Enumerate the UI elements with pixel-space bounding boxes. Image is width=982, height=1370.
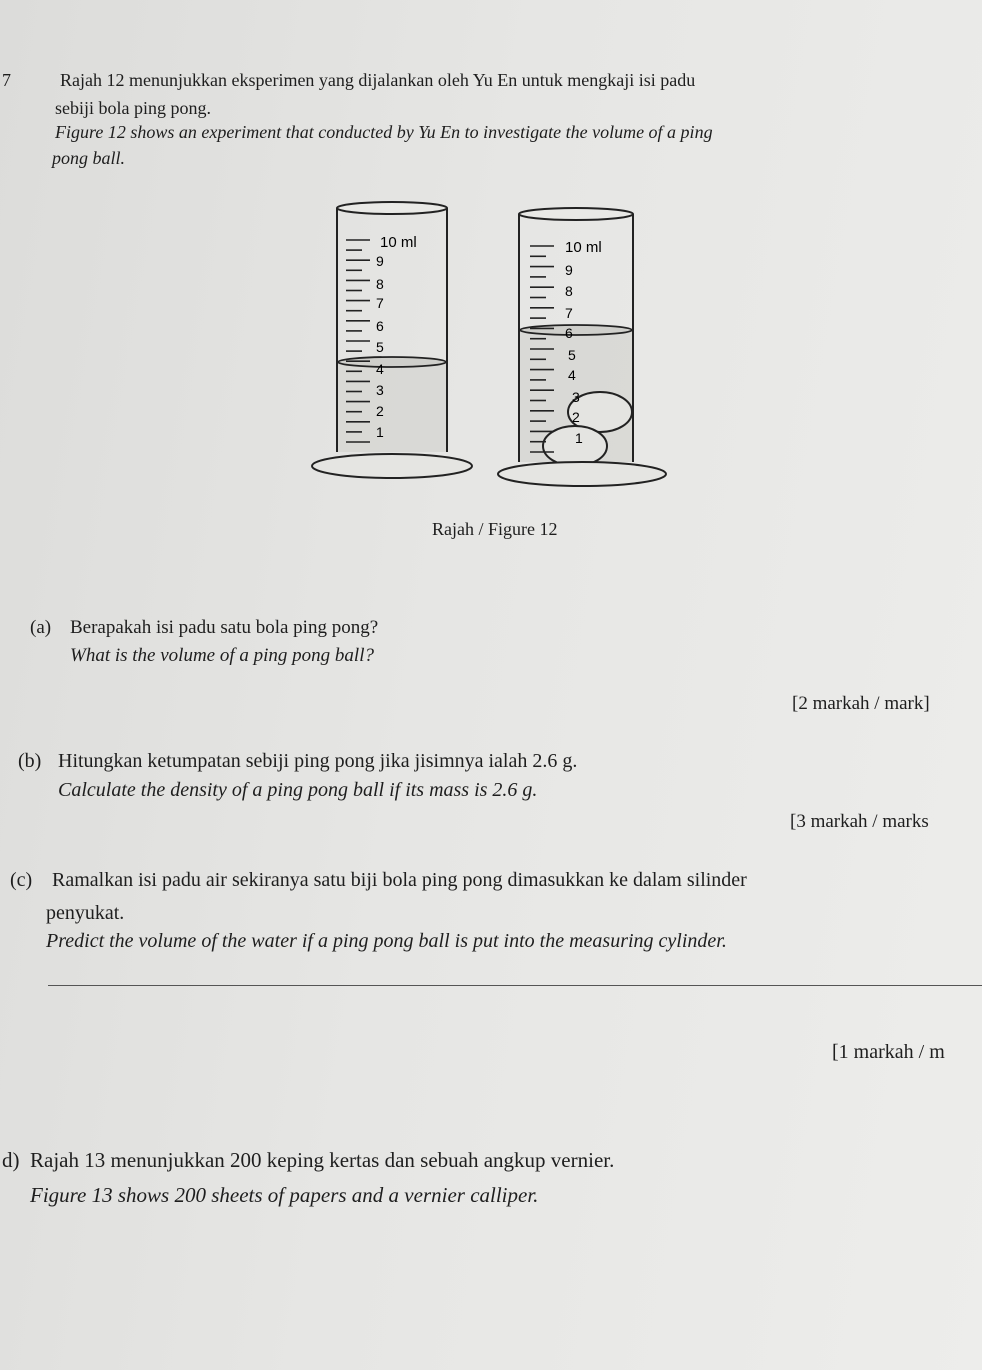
cylinder-left — [312, 202, 472, 478]
part-a-marks: [2 markah / mark] — [792, 693, 930, 714]
intro-malay-line2: sebiji bola ping pong. — [55, 98, 211, 118]
part-a-english: What is the volume of a ping pong ball? — [70, 645, 374, 666]
part-c-malay-line1: Ramalkan isi padu air sekiranya satu biji bola ping pong dimasukkan ke dalam silinder — [52, 869, 747, 891]
left-scale-8: 8 — [376, 276, 384, 292]
left-scale-5: 5 — [376, 339, 384, 355]
intro-english-line1: Figure 12 shows an experiment that conducted by Yu En to investigate the volume of a ping — [55, 122, 713, 142]
intro-english-line2: pong ball. — [52, 148, 126, 168]
right-unit-label: 10 ml — [565, 239, 602, 256]
left-scale-2: 2 — [376, 403, 384, 419]
right-scale-1: 1 — [575, 430, 583, 446]
part-b-marks: [3 markah / marks — [790, 811, 929, 832]
cylinder-right — [498, 208, 666, 486]
right-scale-2: 2 — [572, 409, 580, 425]
part-a-label: (a) — [30, 617, 52, 638]
left-scale-9: 9 — [376, 253, 384, 269]
water-left — [338, 362, 446, 452]
left-unit-label: 10 ml — [380, 234, 417, 251]
right-scale-4: 4 — [568, 367, 576, 383]
part-c-label: (c) — [10, 869, 33, 891]
right-scale-7: 7 — [565, 305, 573, 321]
right-scale-5: 5 — [568, 347, 576, 363]
right-scale-3: 3 — [572, 389, 580, 405]
intro-malay-line1: Rajah 12 menunjukkan eksperimen yang dijalankan oleh Yu En untuk mengkaji isi padu — [60, 70, 696, 90]
right-scale-8: 8 — [565, 283, 573, 299]
left-scale-6: 6 — [376, 318, 384, 334]
left-scale-7: 7 — [376, 295, 384, 311]
right-scale-6: 6 — [565, 325, 573, 341]
part-c-english: Predict the volume of the water if a ping pong ball is put into the measuring cylinder. — [46, 930, 727, 952]
part-b-english: Calculate the density of a ping pong ball if its mass is 2.6 g. — [58, 779, 538, 801]
figure-12-measuring-cylinders — [300, 190, 680, 500]
part-d-malay: Rajah 13 menunjukkan 200 keping kertas dan sebuah angkup vernier. — [30, 1148, 615, 1172]
question-number: 7 — [2, 70, 11, 90]
figure-caption: Rajah / Figure 12 — [432, 519, 558, 539]
part-b-malay: Hitungkan ketumpatan sebiji ping pong jika jisimnya ialah 2.6 g. — [58, 750, 578, 772]
left-scale-4: 4 — [376, 361, 384, 377]
left-scale-1: 1 — [376, 424, 384, 440]
part-c-marks: [1 markah / m — [832, 1041, 945, 1063]
left-scale-3: 3 — [376, 382, 384, 398]
right-scale-9: 9 — [565, 262, 573, 278]
part-d-english: Figure 13 shows 200 sheets of papers and a vernier calliper. — [30, 1183, 539, 1207]
part-b-label: (b) — [18, 750, 42, 772]
part-a-malay: Berapakah isi padu satu bola ping pong? — [70, 617, 379, 638]
answer-line — [48, 985, 982, 986]
part-c-malay-line2: penyukat. — [46, 902, 125, 924]
part-d-label: d) — [2, 1148, 20, 1172]
